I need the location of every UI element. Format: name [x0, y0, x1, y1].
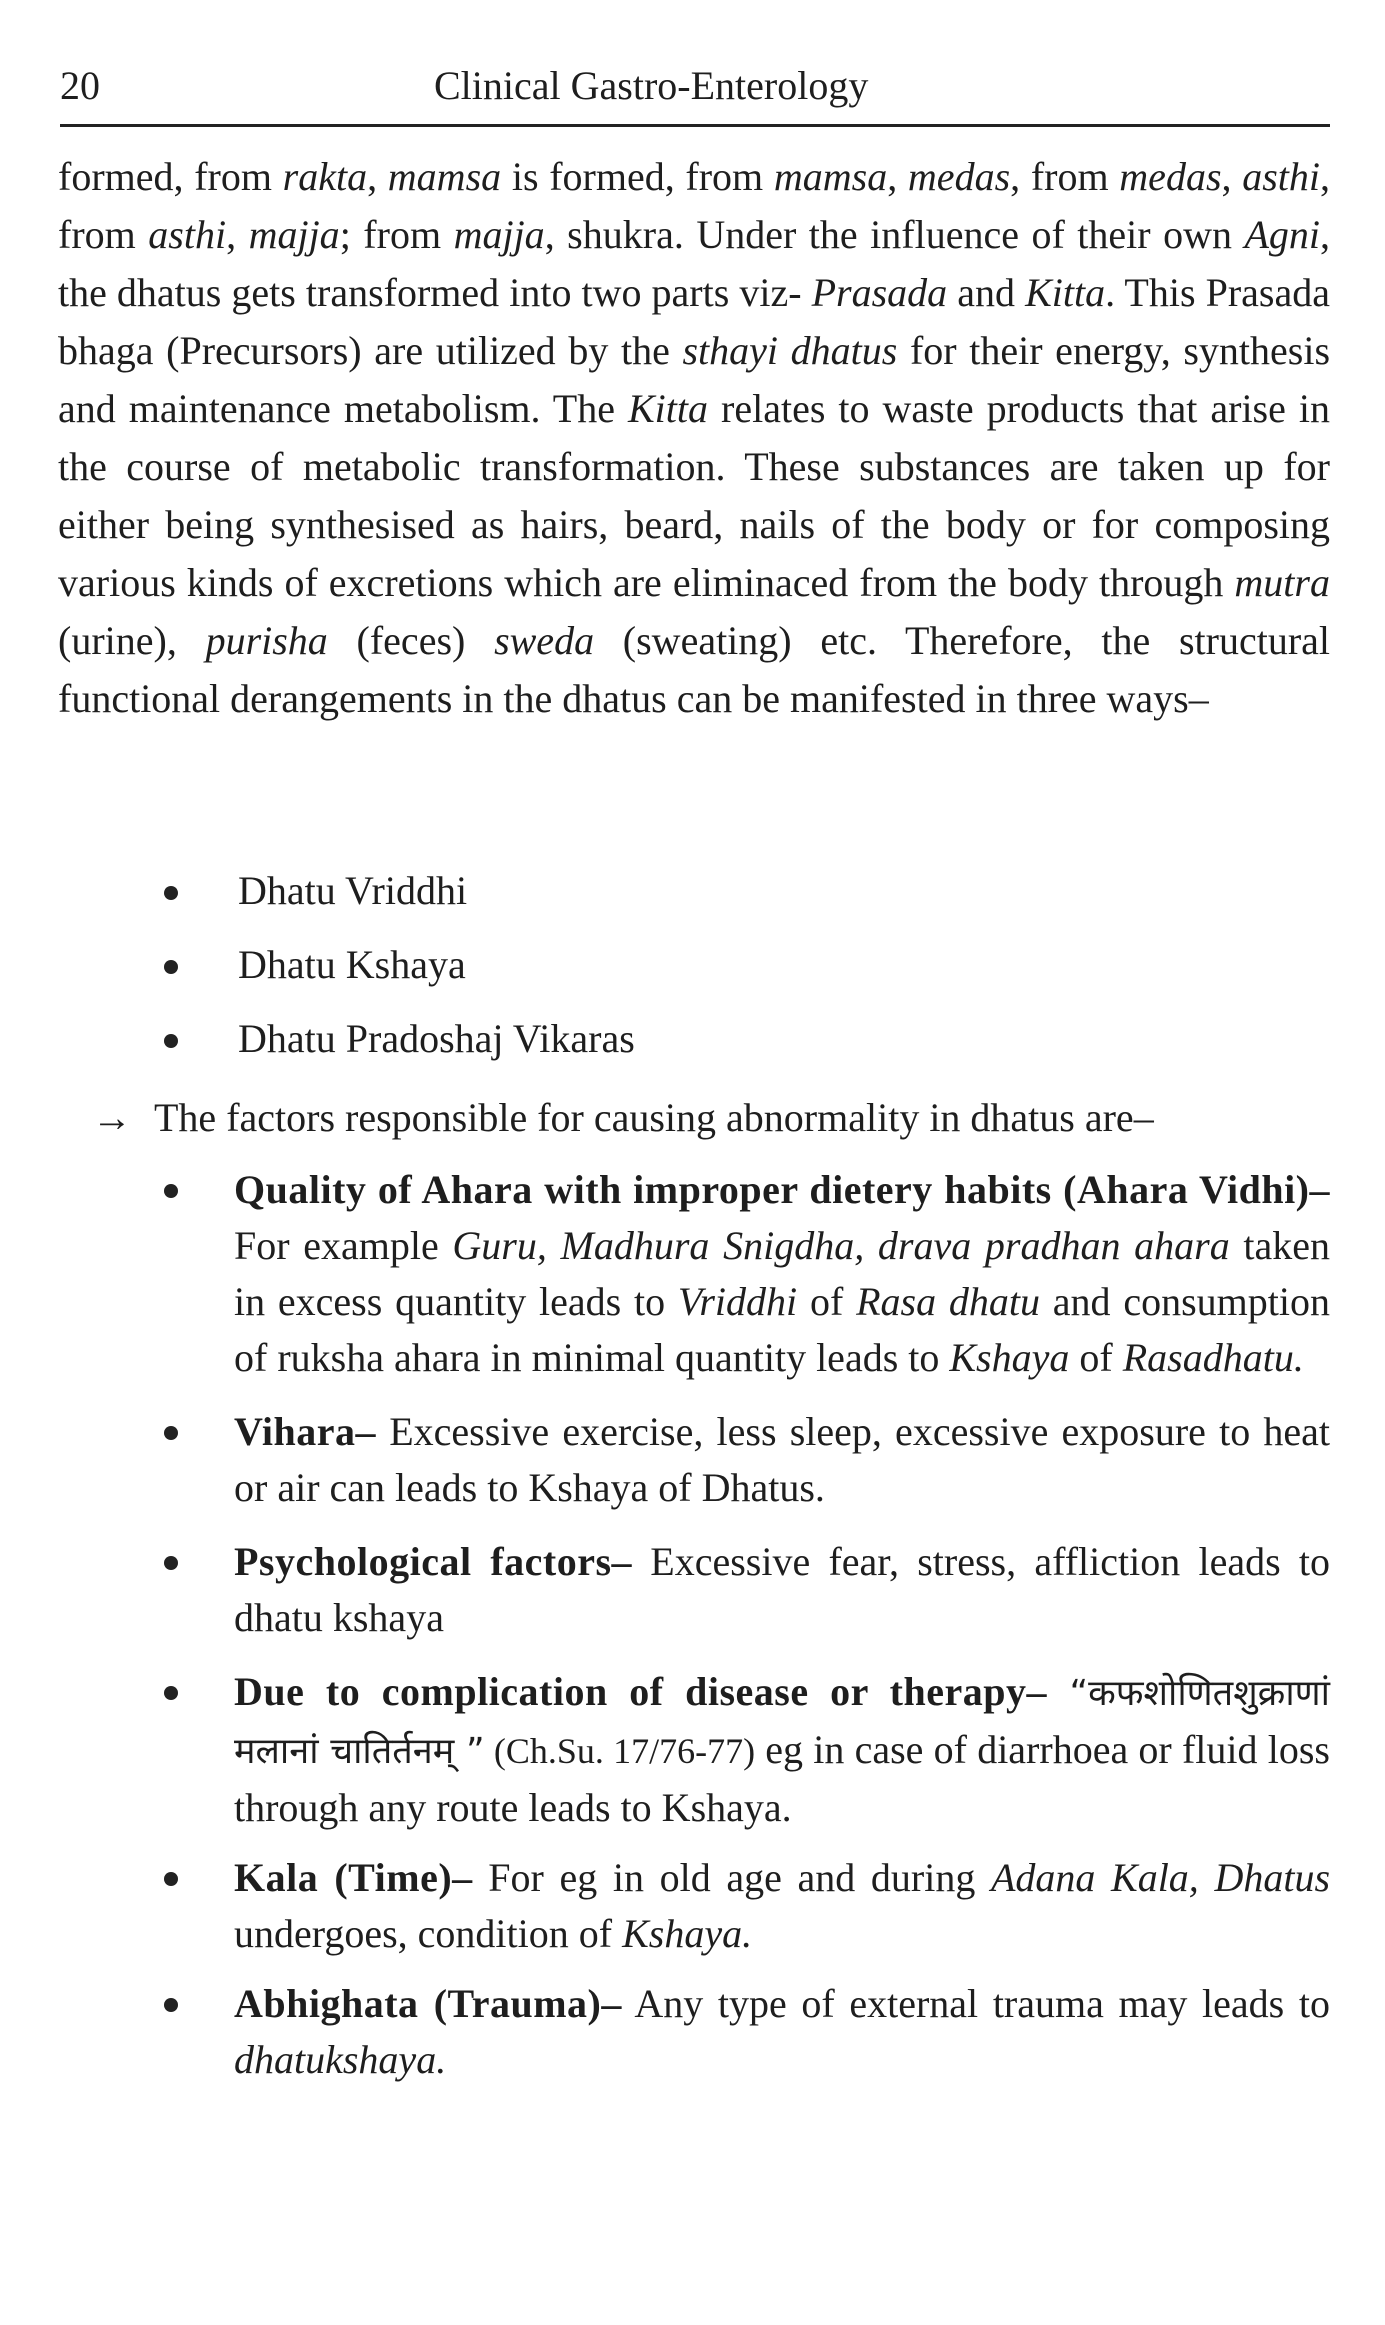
factor-list	[150, 1162, 1330, 2088]
factor-term: Psychological factors–	[234, 1539, 633, 1584]
bullet-icon	[164, 886, 178, 900]
factor-vihara: Vihara– Excessive exercise, less sleep, excessive exposure to heat or air can leads to Kshaya of Dhatus.	[150, 1404, 1330, 1516]
factor-term: Due to complication of disease or therapy–	[234, 1669, 1047, 1714]
bullet-icon	[164, 1184, 178, 1198]
citation: (Ch.Su. 17/76-77)	[484, 1731, 756, 1771]
factor-complication: Due to complication of disease or therapy– “कफशोणितशुक्राणां मलानां चातिर्तनम् ” (Ch.Su. 17/76-77) eg in case of diarrhoea or fluid loss through any route leads to Kshaya.	[150, 1664, 1330, 1836]
factors-intro	[92, 1089, 1332, 1147]
factor-term: Abhighata (Trauma)–	[234, 1981, 622, 2026]
factor-ahara: Quality of Ahara with improper dietery habits (Ahara Vidhi)– For example Guru, Madhura Snigdha, drava pradhan ahara taken in excess quantity leads to Vriddhi of Rasa dhatu and consumption of ruksha ahara in minimal quantity leads to Kshaya of Rasadhatu.	[150, 1162, 1330, 1386]
bullet-icon	[164, 960, 178, 974]
paragraph-dhatu-formation: formed, from rakta, mamsa is formed, from mamsa, medas, from medas, asthi, from asthi, majja; from majja, shukra. Under the influence of their own Agni, the dhatus gets transformed into two parts viz- Prasada and Kitta. This Prasada bhaga (Precursors) are utilized by the sthayi dhatus for their energy, synthesis and maintenance metabolism. The Kitta relates to waste products that arise in the course of metabolic transformation. These substances are taken up for either being synthesised as hairs, beard, nails of the body or for composing various kinds of excretions which are eliminaced from the body through mutra (urine), purisha (feces) sweda (sweating) etc. Therefore, the structural functional derangements in the dhatus can be manifested in three ways–	[58, 154, 1331, 721]
list-item: Dhatu Kshaya	[150, 936, 1150, 1010]
bullet-icon	[164, 1556, 178, 1570]
bullet-icon	[164, 1686, 178, 1700]
body-paragraph	[58, 148, 1330, 728]
page-number: 20	[60, 63, 100, 108]
page-header	[60, 62, 1330, 127]
factor-term: Vihara–	[234, 1409, 377, 1454]
bullet-icon	[164, 1872, 178, 1886]
running-head: Clinical Gastro-Enterology	[434, 63, 869, 108]
factor-abhighata: Abhighata (Trauma)– Any type of external trauma may leads to dhatukshaya.	[150, 1976, 1330, 2088]
factor-kala: Kala (Time)– For eg in old age and during Adana Kala, Dhatus undergoes, condition of Kshaya.	[150, 1850, 1330, 1962]
manifestation-list	[150, 862, 1150, 1084]
bullet-icon	[164, 1998, 178, 2012]
list-item: Dhatu Pradoshaj Vikaras	[150, 1010, 1150, 1084]
bullet-icon	[164, 1426, 178, 1440]
factor-term: Quality of Ahara with improper dietery habits (Ahara Vidhi)–	[234, 1167, 1330, 1212]
list-item: Dhatu Vriddhi	[150, 862, 1150, 936]
arrow-right-icon: →	[92, 1095, 132, 1140]
factors-intro-text: The factors responsible for causing abnormality in dhatus are–	[154, 1095, 1154, 1140]
factor-psychological: Psychological factors– Excessive fear, stress, affliction leads to dhatu kshaya	[150, 1534, 1330, 1646]
sanskrit-quote: “कफशोणितशुक्राणां मलानां चातिर्तनम् ”	[234, 1673, 1331, 1772]
factor-term: Kala (Time)–	[234, 1855, 473, 1900]
bullet-icon	[164, 1034, 178, 1048]
